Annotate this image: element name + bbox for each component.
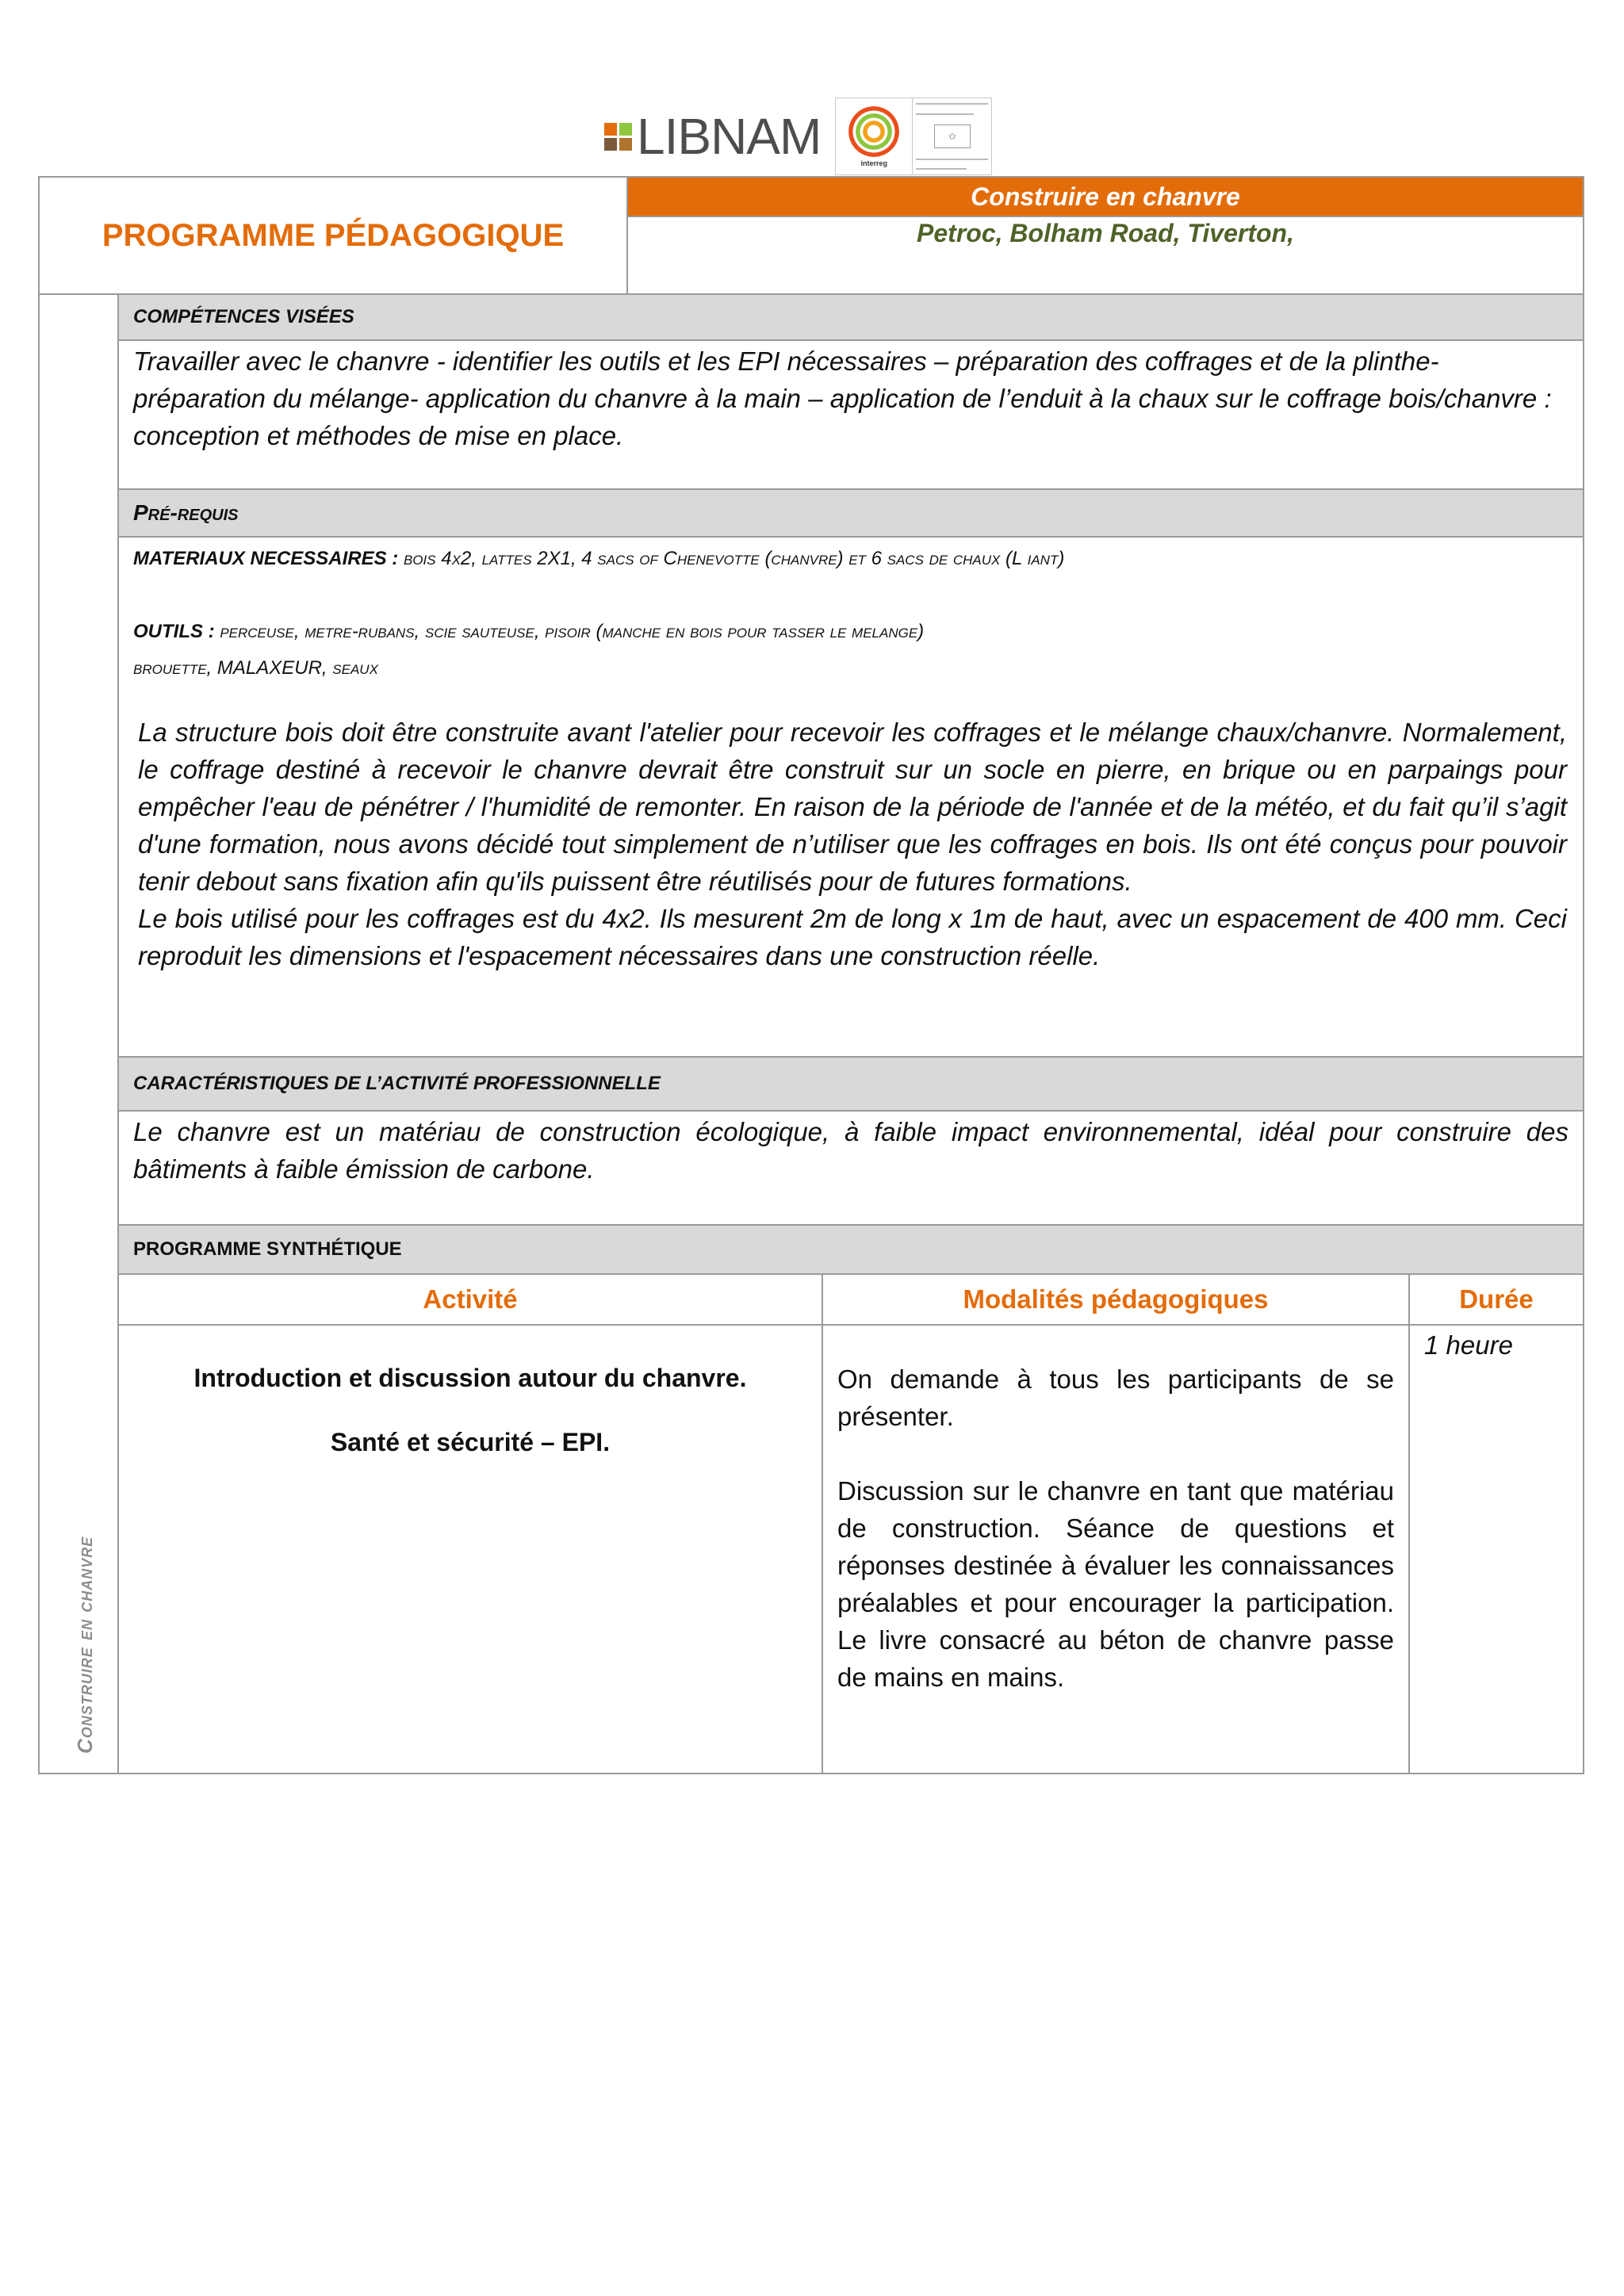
activite-cell bbox=[119, 1326, 823, 1773]
activite-line-2: Santé et sécurité – EPI. bbox=[330, 1428, 611, 1456]
col-modalites-header: Modalités pédagogiques bbox=[823, 1275, 1410, 1324]
col-duree-header: Durée bbox=[1459, 1284, 1534, 1314]
prerequis-body bbox=[119, 538, 1583, 1056]
programme-table bbox=[38, 176, 1584, 1774]
interreg-ring-icon bbox=[848, 106, 899, 157]
materiaux-line: MATERIAUX NECESSAIRES : bois 4x2, lattes 2X1, 4 sacs of Chenevotte (chanvre) et 6 sacs de chaux (L iant) bbox=[133, 548, 1065, 569]
programme-row bbox=[119, 1326, 1583, 1773]
modalites-paragraph-2: Discussion sur le chanvre en tant que matériau de construction. Séance de questions et réponses destinée à évaluer les connaissances préalables et pour encourager la participation. Le livre consacré au béton de chanvre passe de mains en mains. bbox=[837, 1476, 1394, 1692]
caracteristiques-text: Le chanvre est un matériau de construction écologique, à faible impact environnemental, idéal pour construire des bâtiments à faible émission de carbone. bbox=[133, 1117, 1568, 1184]
prerequis-heading: Pré-requis bbox=[119, 488, 1583, 538]
duree-cell bbox=[1410, 1326, 1583, 1773]
page-title: PROGRAMME PÉDAGOGIQUE bbox=[102, 217, 565, 253]
eu-flag-icon: ✩ bbox=[934, 124, 971, 148]
competences-body bbox=[119, 341, 1583, 490]
libnam-logo-icon bbox=[604, 123, 632, 151]
caracteristiques-heading: CARACTÉRISTIQUES DE L’ACTIVITÉ PROFESSIONNELLE bbox=[119, 1056, 1583, 1112]
interreg-badge bbox=[835, 98, 992, 175]
outils-line-2: brouette, MALAXEUR, seaux bbox=[133, 657, 378, 679]
competences-heading: COMPÉTENCES VISÉES bbox=[119, 295, 1583, 341]
duree-value: 1 heure bbox=[1424, 1330, 1513, 1360]
col-activite-header: Activité bbox=[119, 1275, 823, 1324]
programme-heading: PROGRAMME SYNTHÉTIQUE bbox=[119, 1224, 1583, 1275]
location-cell bbox=[628, 217, 1583, 293]
caracteristiques-body bbox=[119, 1112, 1583, 1224]
brand-name: LIBNAM bbox=[637, 108, 822, 165]
side-column bbox=[40, 295, 119, 1773]
outils-line: OUTILS : perceuse, metre-rubans, scie sauteuse, pisoir (manche en bois pour tasser le melange) bbox=[133, 621, 925, 642]
prerequis-paragraph-1: La structure bois doit être construite avant l'atelier pour recevoir les coffrages et le mélange chaux/chanvre. Normalement, le coffrage destiné à recevoir le chanvre devrait être construit sur un socle en pierre, en brique ou en parpaings pour empêcher l'eau de pénétrer / l'humidité de remonter. En raison de la période de l'année et de la météo, et du fait qu’il s’agit d'une formation, nous avons décidé tout simplement de n’utiliser que les coffrages en bois. Ils ont été conçus pour pouvoir tenir debout sans fixation afin qu'ils puissent être réutilisés pour de futures formations. bbox=[138, 718, 1567, 896]
interreg-label: interreg bbox=[860, 159, 888, 167]
logo-header bbox=[604, 97, 1040, 176]
modalites-paragraph-1: On demande à tous les participants de se présenter. bbox=[837, 1364, 1394, 1431]
prerequis-paragraph-2: Le bois utilisé pour les coffrages est du 4x2. Ils mesurent 2m de long x 1m de haut, avec un espacement de 400 mm. Ceci reproduit les dimensions et l'espacement nécessaires dans une construction réelle. bbox=[138, 904, 1567, 970]
title-cell bbox=[40, 178, 628, 293]
activite-line-1: Introduction et discussion autour du chanvre. bbox=[193, 1364, 747, 1392]
competences-text: Travailler avec le chanvre - identifier les outils et les EPI nécessaires – préparation des coffrages et de la plinthe- préparation du mélange- application du chanvre à la main – application de l’enduit à la chaux sur le coffrage bois/chanvre : conception et méthodes de mise en place. bbox=[133, 346, 1552, 450]
side-label: Construire en chanvre bbox=[73, 1536, 97, 1754]
course-title: Construire en chanvre bbox=[971, 182, 1240, 211]
location-text: Petroc, Bolham Road, Tiverton, bbox=[917, 219, 1294, 247]
course-cell bbox=[628, 178, 1583, 217]
programme-columns bbox=[119, 1275, 1583, 1326]
content-area bbox=[119, 295, 1583, 1773]
modalites-cell bbox=[823, 1326, 1410, 1773]
